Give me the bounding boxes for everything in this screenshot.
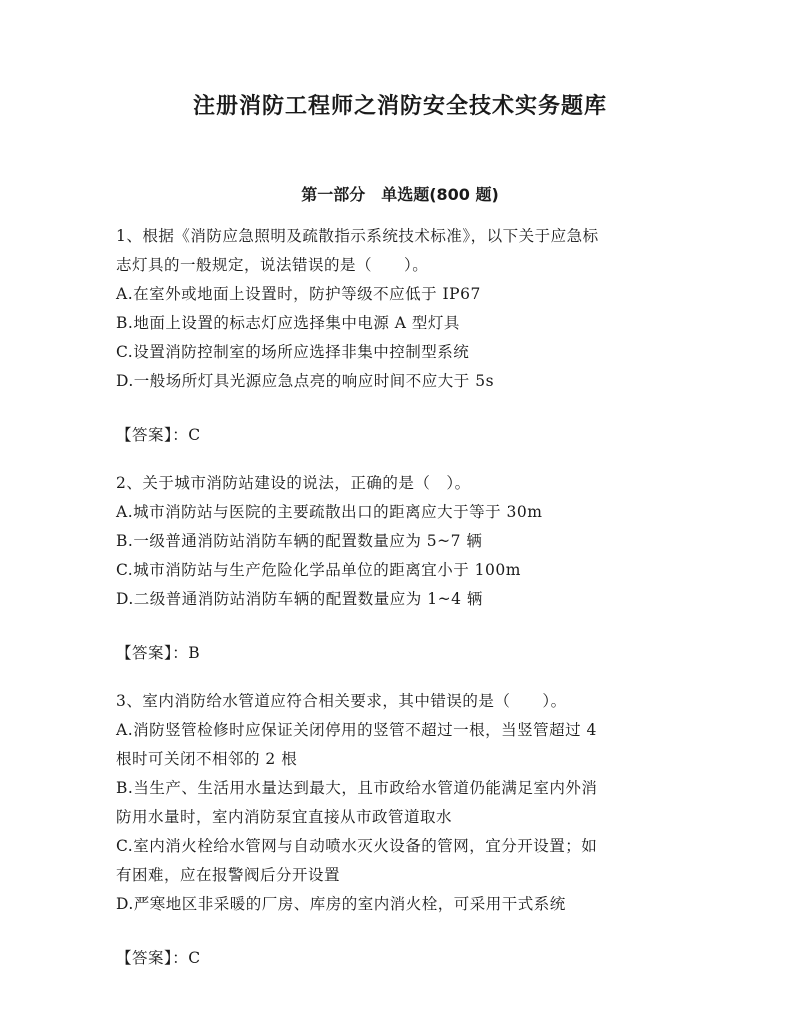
option-b: B.地面上设置的标志灯应选择集中电源 A 型灯具 <box>116 314 460 332</box>
option-d: D.二级普通消防站消防车辆的配置数量应为 1~4 辆 <box>116 590 483 608</box>
option-b: B.一级普通消防站消防车辆的配置数量应为 5~7 辆 <box>116 532 483 550</box>
question-stem-line: 2、关于城市消防站建设的说法，正确的是（ ）。 <box>116 474 471 492</box>
option-a: A.在室外或地面上设置时，防护等级不应低于 IP67 <box>116 285 481 303</box>
option-a-continued: 根时可关闭不相邻的 2 根 <box>116 750 298 768</box>
option-d: D.一般场所灯具光源应急点亮的响应时间不应大于 5s <box>116 372 495 390</box>
question-stem-line: 1、根据《消防应急照明及疏散指示系统技术标准》，以下关于应急标 <box>116 227 599 245</box>
option-c: C.城市消防站与生产危险化学品单位的距离宜小于 100m <box>116 561 521 579</box>
option-a: A.消防竖管检修时应保证关闭停用的竖管不超过一根，当竖管超过 4 <box>116 721 597 739</box>
question-3 <box>116 687 688 973</box>
option-b-continued: 防用水量时，室内消防泵宜直接从市政管道取水 <box>116 808 453 826</box>
question-stem-line: 志灯具的一般规定，说法错误的是（ ）。 <box>116 256 429 274</box>
question-2 <box>116 469 688 668</box>
answer-line: 【答案】：B <box>116 644 201 662</box>
answer-line: 【答案】：C <box>116 426 201 444</box>
section-title: 第一部分 单选题(800 题) <box>301 185 499 204</box>
option-c: C.设置消防控制室的场所应选择非集中控制型系统 <box>116 343 470 361</box>
option-a: A.城市消防站与医院的主要疏散出口的距离应大于等于 30m <box>116 503 543 521</box>
question-stem-line: 3、室内消防给水管道应符合相关要求，其中错误的是（ ）。 <box>116 692 567 710</box>
option-c-continued: 有困难，应在报警阀后分开设置 <box>116 866 341 884</box>
answer-line: 【答案】：C <box>116 949 201 967</box>
document-title: 注册消防工程师之消防安全技术实务题库 <box>192 94 607 119</box>
option-c: C.室内消火栓给水管网与自动喷水灭火设备的管网，宜分开设置；如 <box>116 837 598 855</box>
question-list <box>116 222 688 992</box>
option-b: B.当生产、生活用水量达到最大，且市政给水管道仍能满足室内外消 <box>116 779 598 797</box>
option-d: D.严寒地区非采暖的厂房、库房的室内消火栓，可采用干式系统 <box>116 895 566 913</box>
question-1 <box>116 222 688 450</box>
